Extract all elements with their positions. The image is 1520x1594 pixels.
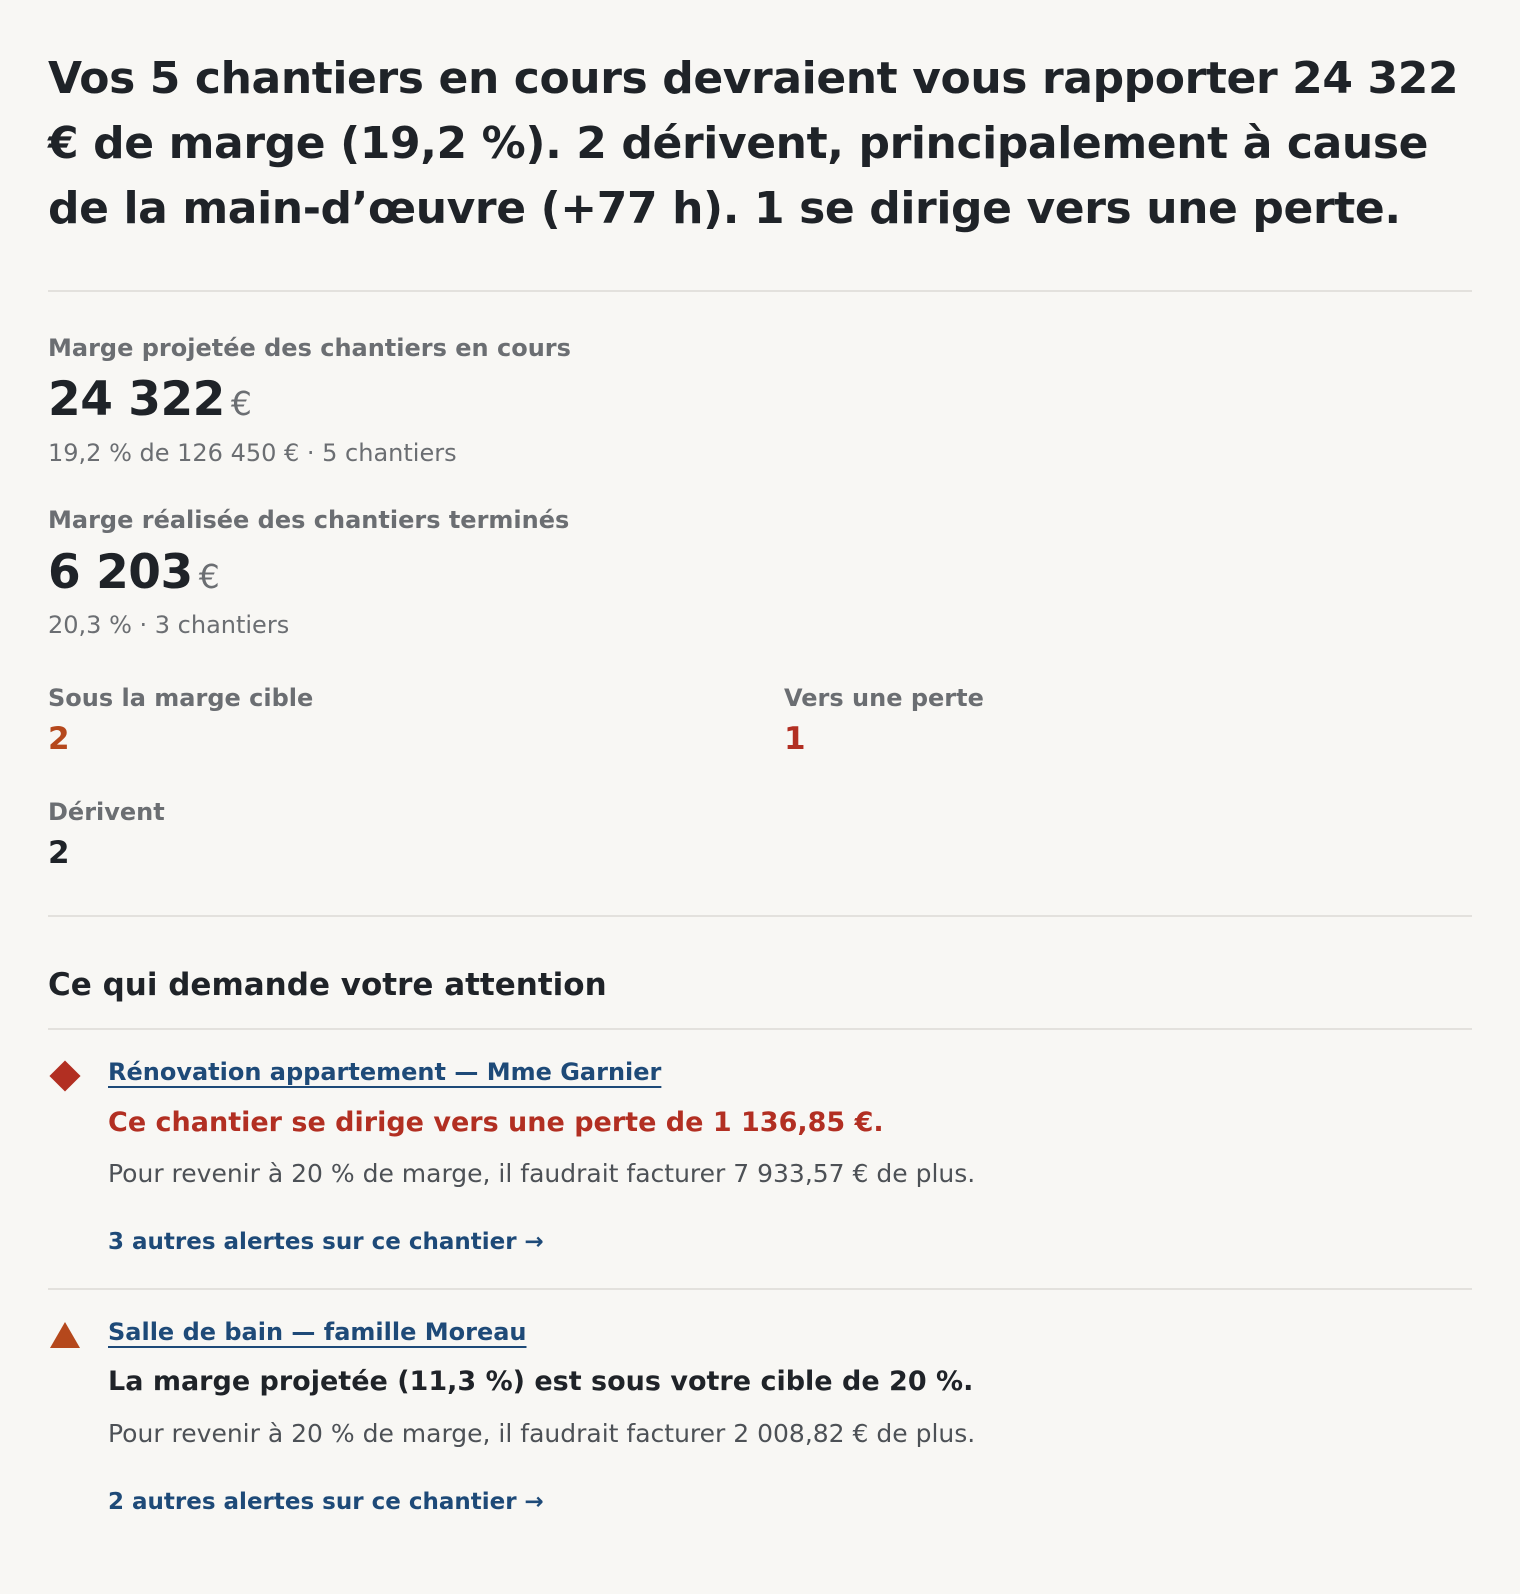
more-alerts-link[interactable]: 3 autres alertes sur ce chantier → <box>108 1229 544 1255</box>
realized-margin-label: Marge réalisée des chantiers terminés <box>48 506 570 534</box>
alert-project-link[interactable]: Salle de bain — famille Moreau <box>108 1318 527 1346</box>
realized-margin-value-row <box>48 545 220 601</box>
below-target-label: Sous la marge cible <box>48 684 314 712</box>
alert-detail: Pour revenir à 20 % de marge, il faudrait facturer 2 008,82 € de plus. <box>108 1419 976 1448</box>
divider <box>48 1288 1472 1290</box>
more-alerts-link[interactable]: 2 autres alertes sur ce chantier → <box>108 1489 544 1515</box>
realized-margin-unit: € <box>198 557 220 596</box>
drifting-label: Dérivent <box>48 798 165 826</box>
summary-headline: Vos 5 chantiers en cours devraient vous rapporter 24 322 € de marge (19,2 %). 2 dérivent, principalement à cause de la main-d’œuvre (+77 h). 1 se dirige vers une perte. <box>48 53 1459 234</box>
toward-loss-label: Vers une perte <box>784 684 984 712</box>
realized-margin-sub: 20,3 % · 3 chantiers <box>48 611 290 639</box>
projected-margin-label: Marge projetée des chantiers en cours <box>48 334 571 362</box>
toward-loss-count: 1 <box>784 721 806 757</box>
projected-margin-value-row <box>48 372 252 428</box>
alert-detail: Pour revenir à 20 % de marge, il faudrait facturer 7 933,57 € de plus. <box>108 1159 976 1188</box>
realized-margin-value: 6 203 <box>48 545 193 600</box>
divider <box>48 915 1472 917</box>
divider <box>48 1028 1472 1030</box>
warning-triangle-icon <box>50 1322 80 1348</box>
alert-headline: Ce chantier se dirige vers une perte de 1 136,85 €. <box>108 1107 884 1138</box>
alert-project-link[interactable]: Rénovation appartement — Mme Garnier <box>108 1058 662 1086</box>
projected-margin-sub: 19,2 % de 126 450 € · 5 chantiers <box>48 439 457 467</box>
alert-headline: La marge projetée (11,3 %) est sous votre cible de 20 %. <box>108 1366 974 1397</box>
projected-margin-unit: € <box>230 384 252 423</box>
drifting-count: 2 <box>48 835 70 871</box>
attention-section-title: Ce qui demande votre attention <box>48 967 607 1003</box>
diamond-icon <box>49 1060 80 1091</box>
below-target-count: 2 <box>48 721 70 757</box>
divider <box>48 290 1472 292</box>
projected-margin-value: 24 322 <box>48 372 225 427</box>
